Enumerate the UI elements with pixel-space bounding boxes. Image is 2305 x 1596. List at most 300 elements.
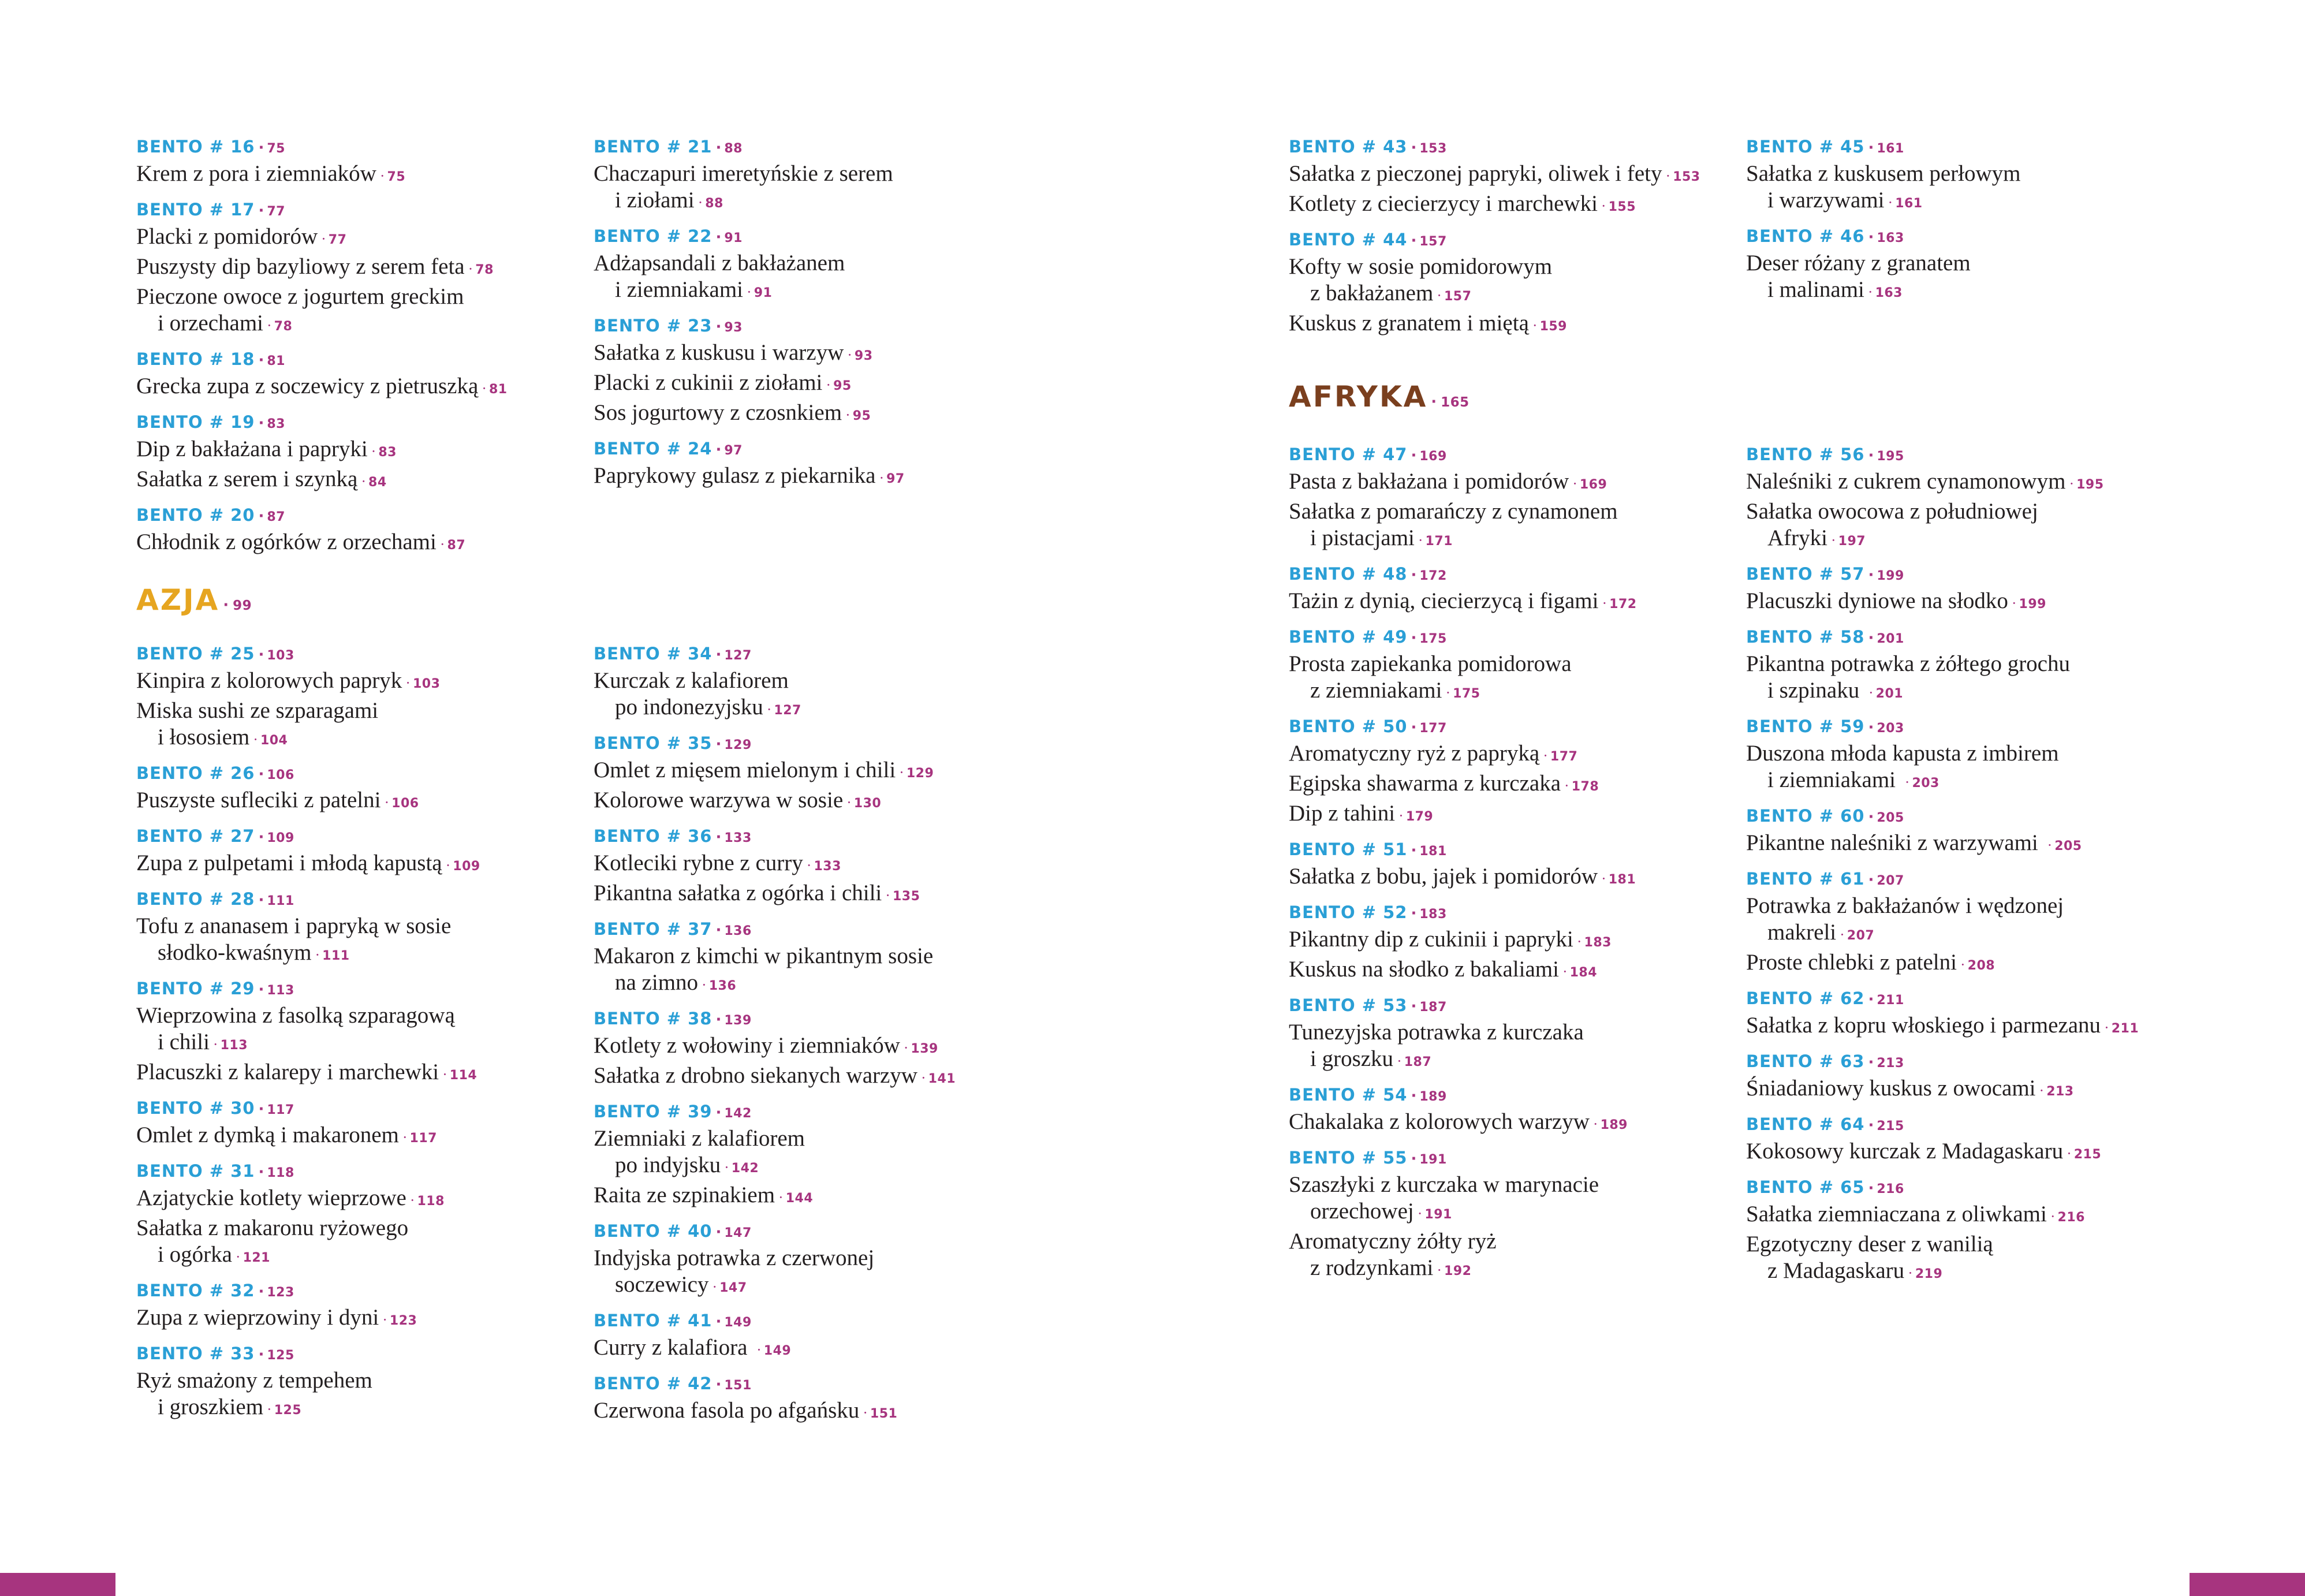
page-number: 155 (1608, 200, 1636, 214)
bento-heading (1746, 441, 2196, 468)
page-number: 127 (774, 703, 801, 718)
page-number: 125 (274, 1403, 302, 1418)
recipe-entry (594, 370, 1044, 400)
bento-group (1746, 561, 2196, 618)
page-number: 172 (1419, 569, 1447, 583)
separator-dot: · (223, 596, 231, 614)
bento-heading (594, 435, 1044, 463)
recipe-entry (1289, 770, 1739, 800)
bento-group (1746, 1174, 2196, 1288)
bento-heading (1746, 624, 2196, 651)
page-number: 169 (1419, 449, 1447, 464)
recipe-line (594, 850, 1044, 880)
recipe-title: Raita ze szpinakiem (594, 1183, 775, 1207)
separator-dot: · (715, 1224, 722, 1241)
bento-heading (136, 640, 587, 668)
recipe-title: Puszyste sufleciki z patelni (136, 788, 381, 812)
page-number: 201 (1877, 632, 1904, 646)
recipe-line (1746, 651, 2196, 677)
recipe-line (1746, 1258, 2196, 1288)
bento-number: BENTO # 17 (136, 200, 255, 219)
separator-dot: · (715, 646, 722, 663)
bento-heading (136, 886, 587, 913)
recipe-entry (1289, 740, 1739, 770)
page-number: 144 (785, 1191, 814, 1206)
recipe-title: Sałatka z kuskusu i warzyw (594, 340, 844, 365)
bento-heading (136, 1095, 587, 1122)
recipe-line (1289, 1172, 1739, 1198)
bento-number: BENTO # 49 (1289, 627, 1408, 647)
separator-dot: · (1411, 232, 1418, 249)
bento-heading (1289, 1082, 1739, 1109)
recipe-title: Placki z pomidorów (136, 224, 318, 249)
recipe-entry (136, 1215, 587, 1271)
bento-group (136, 346, 587, 403)
recipe-entry (1289, 191, 1739, 221)
recipe-title: Zupa z wieprzowiny i dyni (136, 1305, 379, 1330)
separator-dot: · (1908, 1265, 1913, 1281)
recipe-line (1746, 250, 2196, 277)
recipe-entry (1289, 651, 1739, 707)
separator-dot: · (846, 794, 852, 811)
region-heading-azja (136, 583, 252, 623)
page-number: 183 (1584, 935, 1612, 950)
recipe-line (136, 1185, 587, 1215)
recipe-title: Potrawka z bakłażanów i wędzonej (1746, 893, 2064, 918)
recipe-line (594, 463, 1044, 493)
recipe-title: Naleśniki z cukrem cynamonowym (1746, 469, 2066, 494)
recipe-entry (136, 373, 587, 403)
recipe-title: po indonezyjsku (615, 695, 763, 719)
recipe-line (1289, 1198, 1739, 1228)
separator-dot: · (382, 1311, 387, 1328)
recipe-line (1289, 800, 1739, 830)
bento-heading (594, 133, 1044, 161)
recipe-line (1289, 588, 1739, 618)
recipe-title: Pikantny dip z cukinii i papryki (1289, 927, 1573, 952)
recipe-entry (594, 340, 1044, 370)
separator-dot: · (885, 887, 890, 904)
separator-dot: · (2067, 1145, 2072, 1162)
page-number: 216 (2057, 1210, 2085, 1225)
separator-dot: · (2039, 1082, 2045, 1099)
recipe-entry (594, 850, 1044, 880)
recipe-title: Sałatka z pomarańczy z cynamonem (1289, 499, 1618, 524)
recipe-line (594, 668, 1044, 694)
bento-number: BENTO # 30 (136, 1098, 255, 1118)
recipe-title: na zimno (615, 970, 699, 995)
recipe-line (594, 277, 1044, 307)
recipe-title: Kuskus na słodko z bakaliami (1289, 957, 1559, 982)
recipe-title: i groszku (1310, 1046, 1394, 1071)
separator-dot: · (715, 1313, 722, 1330)
recipe-title: Adżapsandali z bakłażanem (594, 251, 845, 275)
recipe-line (1746, 1012, 2196, 1042)
separator-dot: · (2011, 595, 2017, 611)
bento-heading (1746, 985, 2196, 1012)
toc-column-6 (1746, 133, 2196, 312)
page-number: 207 (1847, 928, 1875, 943)
recipe-line (1746, 767, 2196, 797)
bento-heading (594, 823, 1044, 850)
page-number: 187 (1419, 1000, 1447, 1015)
recipe-line (1746, 1231, 2196, 1258)
toc-column-2 (594, 133, 1044, 498)
separator-dot: · (405, 674, 411, 691)
recipe-entry (1746, 740, 2196, 797)
separator-dot: · (1868, 871, 1875, 889)
recipe-entry (1289, 498, 1739, 555)
bento-group (1289, 713, 1739, 830)
bento-group (1289, 992, 1739, 1076)
bento-heading (1746, 1048, 2196, 1075)
page-number: 91 (724, 231, 743, 245)
recipe-line (1746, 525, 2196, 555)
bento-group (1289, 441, 1739, 555)
bento-heading (1746, 561, 2196, 588)
region-title: AFRYKA (1289, 380, 1428, 413)
separator-dot: · (903, 1039, 909, 1056)
recipe-line (136, 1029, 587, 1059)
page-number: 191 (1419, 1153, 1447, 1167)
separator-dot: · (258, 415, 265, 432)
bento-group (136, 196, 587, 340)
page-number: 97 (886, 472, 905, 486)
recipe-title: i pistacjami (1310, 525, 1415, 550)
recipe-line (1289, 956, 1739, 986)
page-number: 147 (719, 1281, 747, 1295)
page-number: 117 (267, 1103, 294, 1117)
separator-dot: · (1411, 905, 1418, 922)
bento-group (1746, 223, 2196, 307)
bento-number: BENTO # 43 (1289, 137, 1408, 156)
page-number: 175 (1453, 687, 1480, 701)
separator-dot: · (258, 829, 265, 846)
recipe-title: Ziemniaki z kalafiorem (594, 1126, 805, 1151)
recipe-entry (594, 943, 1044, 1000)
bento-group (1746, 866, 2196, 979)
recipe-line (136, 529, 587, 559)
page-number: 118 (417, 1194, 445, 1209)
recipe-title: Proste chlebki z patelni (1746, 950, 1957, 975)
bento-heading (136, 1277, 587, 1304)
recipe-title: Puszysty dip bazyliowy z serem feta (136, 254, 465, 279)
page-number: 93 (854, 349, 873, 363)
recipe-line (1746, 830, 2196, 860)
bento-group (594, 1005, 1044, 1092)
bento-number: BENTO # 22 (594, 226, 713, 246)
bento-heading (1289, 624, 1739, 651)
recipe-title: Pieczone owoce z jogurtem greckim (136, 284, 464, 309)
page-number: 129 (724, 738, 752, 752)
page-number: 215 (1877, 1119, 1904, 1133)
recipe-title: Placki z cukinii z ziołami (594, 370, 823, 395)
bento-number: BENTO # 61 (1746, 869, 1865, 889)
separator-dot: · (1888, 194, 1893, 211)
recipe-entry (136, 1304, 587, 1334)
separator-dot: · (724, 1159, 729, 1176)
recipe-entry (136, 698, 587, 754)
separator-dot: · (1532, 317, 1538, 334)
separator-dot: · (1868, 447, 1875, 464)
recipe-line (136, 913, 587, 939)
page-number: 109 (453, 859, 480, 874)
bento-number: BENTO # 41 (594, 1311, 713, 1330)
recipe-title: Szaszłyki z kurczaka w marynacie (1289, 1172, 1599, 1197)
recipe-entry (1746, 830, 2196, 860)
recipe-entry (1746, 468, 2196, 498)
recipe-line (136, 1215, 587, 1241)
bento-number: BENTO # 62 (1746, 989, 1865, 1008)
bento-heading (136, 502, 587, 529)
recipe-title: Paprykowy gulasz z piekarnika (594, 463, 876, 488)
separator-dot: · (266, 317, 272, 334)
bento-heading (1746, 713, 2196, 740)
bento-heading (1746, 1111, 2196, 1138)
page-number: 114 (449, 1068, 478, 1083)
page-number: 109 (267, 831, 294, 845)
separator-dot: · (1437, 1262, 1442, 1278)
recipe-entry (1746, 1138, 2196, 1168)
recipe-entry (136, 1185, 587, 1215)
bento-number: BENTO # 27 (136, 826, 255, 846)
recipe-title: Kotlety z ciecierzycy i marchewki (1289, 191, 1598, 216)
recipe-entry (136, 529, 587, 559)
page-number: 153 (1419, 141, 1447, 156)
page-number: 169 (1579, 478, 1607, 492)
separator-dot: · (258, 1346, 265, 1363)
recipe-title: Sałatka z makaronu ryżowego (136, 1215, 409, 1240)
recipe-line (1289, 525, 1739, 555)
recipe-line (594, 161, 1044, 187)
separator-dot: · (258, 1283, 265, 1300)
bento-group (136, 1095, 587, 1152)
recipe-entry (594, 400, 1044, 430)
recipe-title: Sałatka owocowa z południowej (1746, 499, 2038, 524)
bento-group (136, 1277, 587, 1334)
recipe-line (1289, 161, 1739, 191)
recipe-title: i ogórka (158, 1242, 232, 1267)
recipe-line (1289, 677, 1739, 707)
separator-dot: · (1868, 684, 1874, 701)
bento-heading (1289, 133, 1739, 161)
recipe-entry (1746, 161, 2196, 217)
bento-group (594, 823, 1044, 910)
bento-heading (1746, 133, 2196, 161)
recipe-title: słodko-kwaśnym (158, 940, 312, 965)
recipe-line (1289, 740, 1739, 770)
recipe-line (136, 284, 587, 310)
recipe-title: i ziemniakami (1767, 767, 1901, 792)
bento-heading (1289, 1144, 1739, 1172)
recipe-entry (1289, 588, 1739, 618)
bento-group (594, 916, 1044, 1000)
recipe-entry (594, 1182, 1044, 1212)
bento-group (594, 640, 1044, 724)
recipe-line (1289, 468, 1739, 498)
page-number: 183 (1419, 907, 1447, 922)
recipe-line (594, 340, 1044, 370)
separator-dot: · (258, 892, 265, 909)
recipe-line (136, 1059, 587, 1089)
recipe-title: Indyjska potrawka z czerwonej (594, 1246, 875, 1270)
toc-column-4 (594, 640, 1044, 1433)
bento-heading (1289, 713, 1739, 740)
separator-dot: · (712, 1278, 718, 1295)
recipe-title: Sos jogurtowy z czosnkiem (594, 400, 842, 425)
separator-dot: · (1868, 1117, 1875, 1134)
separator-dot: · (1445, 684, 1451, 701)
recipe-title: i warzywami (1767, 188, 1885, 212)
bento-heading (594, 1005, 1044, 1032)
page-number: 97 (724, 443, 743, 458)
recipe-entry (136, 1367, 587, 1424)
toc-column-5 (1289, 133, 1739, 346)
page-number: 189 (1419, 1090, 1447, 1104)
recipe-title: z ziemniakami (1310, 678, 1442, 703)
recipe-entry (1746, 1075, 2196, 1105)
page-number: 189 (1600, 1118, 1628, 1132)
recipe-line (1746, 677, 2196, 707)
page-number: 129 (906, 766, 934, 781)
recipe-line (136, 1304, 587, 1334)
separator-dot: · (879, 469, 885, 486)
bento-number: BENTO # 55 (1289, 1148, 1408, 1168)
bento-number: BENTO # 50 (1289, 717, 1408, 736)
page-number: 87 (267, 510, 285, 524)
page-number: 139 (724, 1013, 752, 1028)
separator-dot: · (715, 229, 722, 246)
recipe-line (594, 943, 1044, 969)
recipe-title: Placuszki dyniowe na słodko (1746, 588, 2008, 613)
bento-heading (1746, 223, 2196, 250)
bento-number: BENTO # 63 (1746, 1051, 1865, 1071)
page-number: 95 (833, 379, 852, 393)
page-number: 149 (724, 1315, 752, 1330)
recipe-entry (1289, 1228, 1739, 1285)
recipe-title: z rodzynkami (1310, 1255, 1434, 1280)
recipe-title: Omlet z mięsem mielonym i chili (594, 758, 896, 782)
bento-group (136, 502, 587, 559)
recipe-line (1746, 1138, 2196, 1168)
recipe-entry (136, 253, 587, 284)
bento-group (1289, 133, 1739, 221)
page-number: 106 (267, 768, 294, 782)
recipe-entry (136, 466, 587, 496)
recipe-line (1289, 1046, 1739, 1076)
recipe-title: Afryki (1767, 525, 1827, 550)
page-number: 111 (267, 894, 294, 908)
separator-dot: · (267, 1401, 272, 1418)
page-number: 187 (1404, 1055, 1432, 1069)
recipe-entry (1746, 1012, 2196, 1042)
separator-dot: · (1665, 167, 1671, 184)
page-number: 177 (1419, 721, 1447, 736)
bento-number: BENTO # 42 (594, 1374, 713, 1393)
bento-number: BENTO # 44 (1289, 230, 1408, 249)
separator-dot: · (1564, 777, 1569, 794)
separator-dot: · (1868, 719, 1875, 736)
recipe-title: Duszona młoda kapusta z imbirem (1746, 741, 2059, 766)
recipe-entry (1289, 1019, 1739, 1076)
page-number: 205 (2054, 839, 2082, 853)
page-number: 195 (2076, 478, 2104, 492)
recipe-title: Pikantne naleśniki z warzywami (1746, 830, 2044, 855)
bento-number: BENTO # 64 (1746, 1114, 1865, 1134)
recipe-entry (1289, 310, 1739, 340)
recipe-title: Sałatka z kopru włoskiego i parmezanu (1746, 1013, 2101, 1038)
page-number: 172 (1609, 597, 1637, 611)
bento-number: BENTO # 19 (136, 412, 255, 432)
bento-heading (594, 730, 1044, 757)
recipe-entry (1289, 1172, 1739, 1228)
bento-group (594, 223, 1044, 307)
recipe-entry (594, 1397, 1044, 1427)
page-number: 123 (389, 1314, 417, 1328)
separator-dot: · (482, 380, 487, 397)
recipe-title: Egipska shawarma z kurczaka (1289, 771, 1561, 796)
separator-dot: · (371, 443, 376, 460)
bento-number: BENTO # 18 (136, 349, 255, 369)
page-number: 153 (1673, 170, 1700, 184)
recipe-entry (1289, 863, 1739, 893)
bento-number: BENTO # 57 (1746, 564, 1865, 584)
separator-dot: · (1840, 926, 1845, 943)
bento-number: BENTO # 28 (136, 889, 255, 909)
bento-heading (594, 1307, 1044, 1334)
recipe-title: Krem z pora i ziemniaków (136, 161, 376, 186)
page-number: 181 (1419, 844, 1447, 859)
page-number: 203 (1912, 776, 1940, 790)
recipe-line (1746, 187, 2196, 217)
separator-dot: · (715, 139, 722, 156)
recipe-entry (1289, 468, 1739, 498)
recipe-line (1289, 651, 1739, 677)
separator-dot: · (747, 284, 752, 300)
recipe-title: Sałatka z bobu, jajek i pomidorów (1289, 864, 1598, 889)
separator-dot: · (212, 1036, 218, 1053)
page-number: 91 (754, 286, 773, 300)
bento-group (136, 823, 587, 880)
recipe-line (594, 969, 1044, 1000)
page-number: 78 (475, 263, 494, 277)
recipe-entry (136, 1122, 587, 1152)
recipe-line (594, 1397, 1044, 1427)
separator-dot: · (315, 946, 320, 963)
bento-number: BENTO # 59 (1746, 717, 1865, 736)
separator-dot: · (863, 1404, 868, 1421)
recipe-title: i malinami (1767, 277, 1864, 302)
bento-number: BENTO # 35 (594, 733, 713, 753)
page-number: 113 (220, 1038, 248, 1053)
recipe-title: i chili (158, 1030, 210, 1054)
page-number: 157 (1419, 234, 1447, 249)
separator-dot: · (1411, 719, 1418, 736)
recipe-line (136, 850, 587, 880)
recipe-title: Śniadaniowy kuskus z owocami (1746, 1076, 2036, 1101)
bento-group (136, 886, 587, 969)
separator-dot: · (698, 194, 703, 211)
bento-number: BENTO # 34 (594, 644, 713, 663)
separator-dot: · (258, 646, 265, 663)
bento-heading (594, 223, 1044, 250)
page-number: 133 (724, 831, 752, 845)
bento-heading (1746, 866, 2196, 893)
bento-number: BENTO # 53 (1289, 995, 1408, 1015)
separator-dot: · (1868, 1054, 1875, 1071)
page-number: 215 (2073, 1147, 2102, 1162)
page-number: 151 (870, 1407, 898, 1421)
